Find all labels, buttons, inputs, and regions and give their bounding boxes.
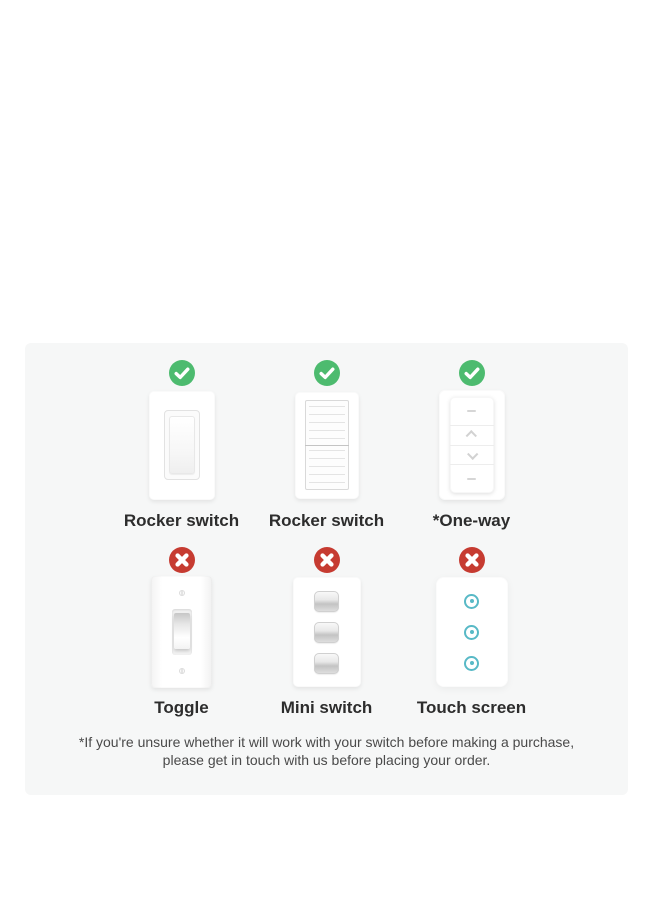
touch-point-icon bbox=[464, 594, 479, 609]
switch-plate bbox=[149, 391, 215, 500]
dimmer-off-button bbox=[450, 464, 494, 493]
touch-point-dot bbox=[470, 630, 474, 634]
cross-icon bbox=[169, 547, 195, 573]
off-glyph-icon bbox=[467, 478, 476, 480]
chevron-down-icon bbox=[467, 449, 478, 460]
toggle-switch-image bbox=[151, 576, 212, 688]
touch-point-dot bbox=[470, 661, 474, 665]
switch-plate bbox=[151, 576, 212, 688]
rocker-frame bbox=[305, 400, 349, 490]
check-icon bbox=[314, 360, 340, 386]
switch-label: Rocker switch bbox=[123, 511, 240, 530]
touch-point-icon bbox=[464, 656, 479, 671]
cross-icon bbox=[459, 547, 485, 573]
rocker-paddle bbox=[169, 416, 195, 474]
dimmer-brighten-button bbox=[450, 425, 494, 445]
rocker-frame bbox=[164, 410, 200, 480]
footnote-line-2: please get in touch with us before placing your order. bbox=[162, 752, 491, 768]
mini-button bbox=[314, 591, 339, 612]
touch-point-icon bbox=[464, 625, 479, 640]
switch-label: Toggle bbox=[154, 698, 209, 717]
switch-grid bbox=[109, 360, 544, 719]
screw-icon bbox=[179, 668, 185, 674]
rocker-double-switch-image bbox=[295, 389, 359, 501]
switch-item-one-way bbox=[399, 360, 544, 532]
on-glyph-icon bbox=[467, 410, 476, 412]
switch-item-rocker-double bbox=[254, 360, 399, 532]
switch-label: Rocker switch bbox=[268, 511, 385, 530]
dimmer-on-button bbox=[450, 397, 494, 425]
check-icon bbox=[169, 360, 195, 386]
cross-icon bbox=[314, 547, 340, 573]
check-icon bbox=[459, 360, 485, 386]
mini-switch-image bbox=[293, 576, 361, 688]
rocker-ridges bbox=[309, 450, 345, 484]
switch-item-mini bbox=[254, 547, 399, 719]
chevron-up-icon bbox=[465, 430, 476, 441]
switch-label: Mini switch bbox=[280, 698, 373, 717]
switch-item-touch-screen bbox=[399, 547, 544, 719]
switch-item-toggle bbox=[109, 547, 254, 719]
mini-button bbox=[314, 653, 339, 674]
dimmer-dim-button bbox=[450, 445, 494, 465]
mini-button bbox=[314, 622, 339, 643]
switch-plate bbox=[439, 390, 505, 500]
screw-icon bbox=[179, 590, 185, 596]
switch-plate bbox=[436, 577, 508, 687]
switch-label: Touch screen bbox=[416, 698, 527, 717]
switch-plate bbox=[295, 392, 359, 499]
rocker-ridges bbox=[309, 406, 345, 440]
footnote-line-1: *If you're unsure whether it will work with your switch before making a purchase, bbox=[78, 734, 575, 750]
toggle-lever bbox=[174, 613, 190, 649]
touch-point-dot bbox=[470, 599, 474, 603]
touch-screen-switch-image bbox=[436, 576, 508, 688]
toggle-body bbox=[172, 609, 192, 655]
rocker-divider bbox=[305, 445, 349, 446]
switch-label: *One-way bbox=[432, 511, 511, 530]
dimmer-remote bbox=[450, 397, 494, 493]
dimmer-remote-switch-image bbox=[439, 389, 505, 501]
compatibility-card bbox=[25, 343, 628, 795]
switch-plate bbox=[293, 577, 361, 687]
footnote bbox=[32, 733, 622, 769]
rocker-single-switch-image bbox=[149, 389, 215, 501]
switch-item-rocker-single bbox=[109, 360, 254, 532]
